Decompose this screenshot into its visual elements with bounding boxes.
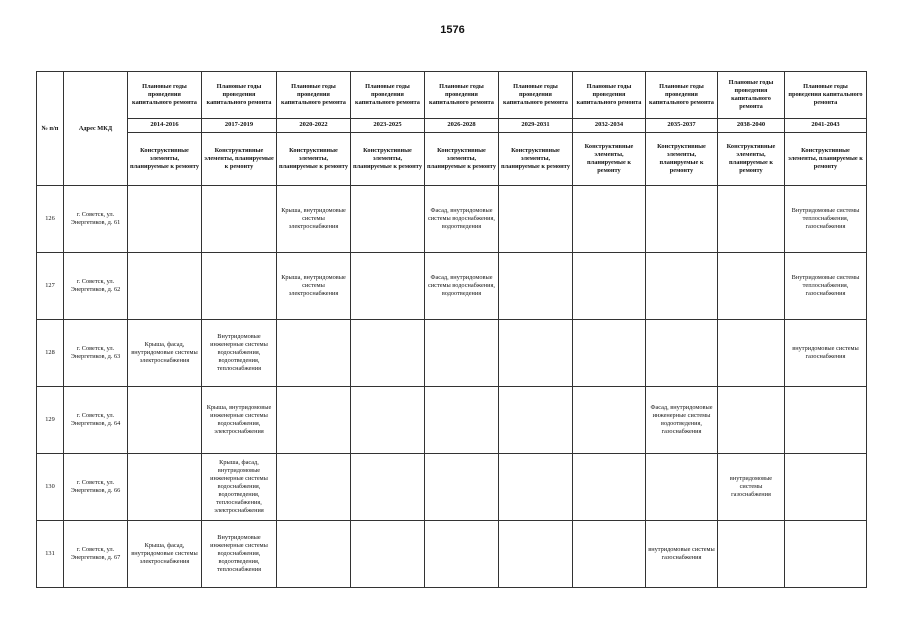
row-cell [573,253,646,320]
row-cell [573,521,646,588]
header-elements: Конструктивные элементы, планируемые к ремонту [785,133,867,186]
header-elements: Конструктивные элементы, планируемые к ремонту [499,133,573,186]
header-period: 2035-2037 [646,119,718,133]
row-cell [499,320,573,387]
header-planned-years: Плановые годы проведения капитального ремонта [718,72,785,119]
header-elements: Конструктивные элементы, планируемые к ремонту [277,133,351,186]
row-cell: Фасад, внутридомовые системы водоснабжения, водоотведения [425,186,499,253]
header-planned-years: Плановые годы проведения капитального ремонта [202,72,277,119]
page-number: 1576 [440,24,465,36]
table-row [37,253,867,320]
header-elements: Конструктивные элементы, планируемые к ремонту [646,133,718,186]
row-cell: внутридомовые системы газоснабжения [785,320,867,387]
row-cell [718,521,785,588]
row-cell [277,387,351,454]
row-cell [351,253,425,320]
row-cell [277,454,351,521]
row-cell [202,253,277,320]
row-cell: Фасад, внутридомовые инженерные системы водоотведения, газоснабжения [646,387,718,454]
row-cell [499,186,573,253]
row-cell [718,387,785,454]
header-elements: Конструктивные элементы, планируемые к ремонту [202,133,277,186]
row-number: 126 [37,186,64,253]
row-cell [499,387,573,454]
table-row [37,454,867,521]
row-number: 129 [37,387,64,454]
row-cell [351,320,425,387]
header-address: Адрес МКД [64,72,128,186]
row-number: 131 [37,521,64,588]
header-period: 2032-2034 [573,119,646,133]
row-address: г. Советск, ул. Энергетиков, д. 64 [64,387,128,454]
row-cell [718,320,785,387]
row-cell [573,186,646,253]
header-elements: Конструктивные элементы, планируемые к ремонту [351,133,425,186]
row-cell: внутридомовые системы газоснабжения [646,521,718,588]
row-cell: Внутридомовые инженерные системы водоснабжения, водоотведения, теплоснабжения [202,320,277,387]
row-cell [425,320,499,387]
table-row [37,320,867,387]
header-num: № п/п [37,72,64,186]
row-cell [128,186,202,253]
row-cell [128,387,202,454]
header-planned-years: Плановые годы проведения капитального ремонта [646,72,718,119]
row-cell [128,454,202,521]
header-period: 2038-2040 [718,119,785,133]
row-cell [573,454,646,521]
header-elements: Конструктивные элементы, планируемые к ремонту [573,133,646,186]
row-cell [573,320,646,387]
header-planned-years: Плановые годы проведения капитального ремонта [785,72,867,119]
row-cell [277,521,351,588]
header-period: 2029-2031 [499,119,573,133]
header-elements: Конструктивные элементы, планируемые к ремонту [425,133,499,186]
row-address: г. Советск, ул. Энергетиков, д. 67 [64,521,128,588]
row-cell [351,454,425,521]
row-cell [351,387,425,454]
row-cell: Крыша, внутридомовые инженерные системы водоснабжения, электроснабжения [202,387,277,454]
row-cell: Фасад, внутридомовые системы водоснабжения, водоотведения [425,253,499,320]
row-cell [646,454,718,521]
row-cell [351,186,425,253]
row-cell [785,454,867,521]
row-cell: Внутридомовые системы теплоснабжения, газоснабжения [785,186,867,253]
repair-schedule-table [36,71,867,588]
header-planned-years: Плановые годы проведения капитального ремонта [277,72,351,119]
header-period: 2017-2019 [202,119,277,133]
row-cell [277,320,351,387]
row-address: г. Советск, ул. Энергетиков, д. 63 [64,320,128,387]
row-cell [202,186,277,253]
row-cell [573,387,646,454]
row-cell [646,253,718,320]
row-cell: Крыша, фасад, внутридомовые инженерные системы водоснабжения, водоотведения, теплоснабжения, электроснабжения [202,454,277,521]
table-row [37,186,867,253]
header-period: 2023-2025 [351,119,425,133]
row-address: г. Советск, ул. Энергетиков, д. 66 [64,454,128,521]
header-planned-years: Плановые годы проведения капитального ремонта [425,72,499,119]
header-period: 2026-2028 [425,119,499,133]
row-cell [128,253,202,320]
row-cell: Крыша, внутридомовые системы электроснабжения [277,253,351,320]
row-number: 127 [37,253,64,320]
row-cell: Внутридомовые системы теплоснабжения, газоснабжения [785,253,867,320]
row-number: 130 [37,454,64,521]
header-period: 2014-2016 [128,119,202,133]
row-cell: Крыша, фасад, внутридомовые системы электроснабжения [128,521,202,588]
row-cell [646,186,718,253]
row-cell: Крыша, внутридомовые системы электроснабжения [277,186,351,253]
row-cell: Крыша, фасад, внутридомовые системы электроснабжения [128,320,202,387]
header-period: 2041-2043 [785,119,867,133]
row-cell [785,521,867,588]
row-cell [499,454,573,521]
header-elements: Конструктивные элементы, планируемые к ремонту [718,133,785,186]
row-address: г. Советск, ул. Энергетиков, д. 61 [64,186,128,253]
header-period: 2020-2022 [277,119,351,133]
header-planned-years: Плановые годы проведения капитального ремонта [499,72,573,119]
row-cell [646,320,718,387]
row-cell [718,253,785,320]
row-cell [425,521,499,588]
header-planned-years: Плановые годы проведения капитального ремонта [128,72,202,119]
table-row [37,521,867,588]
header-planned-years: Плановые годы проведения капитального ремонта [573,72,646,119]
row-cell [351,521,425,588]
row-address: г. Советск, ул. Энергетиков, д. 62 [64,253,128,320]
row-cell [718,186,785,253]
row-cell [499,253,573,320]
row-cell [425,387,499,454]
row-number: 128 [37,320,64,387]
row-cell [499,521,573,588]
table-row [37,387,867,454]
header-elements: Конструктивные элементы, планируемые к ремонту [128,133,202,186]
row-cell [785,387,867,454]
row-cell [425,454,499,521]
row-cell: Внутридомовые инженерные системы водоснабжения, водоотведения, теплоснабжения [202,521,277,588]
header-planned-years: Плановые годы проведения капитального ремонта [351,72,425,119]
row-cell: внутридомовые системы газоснабжения [718,454,785,521]
